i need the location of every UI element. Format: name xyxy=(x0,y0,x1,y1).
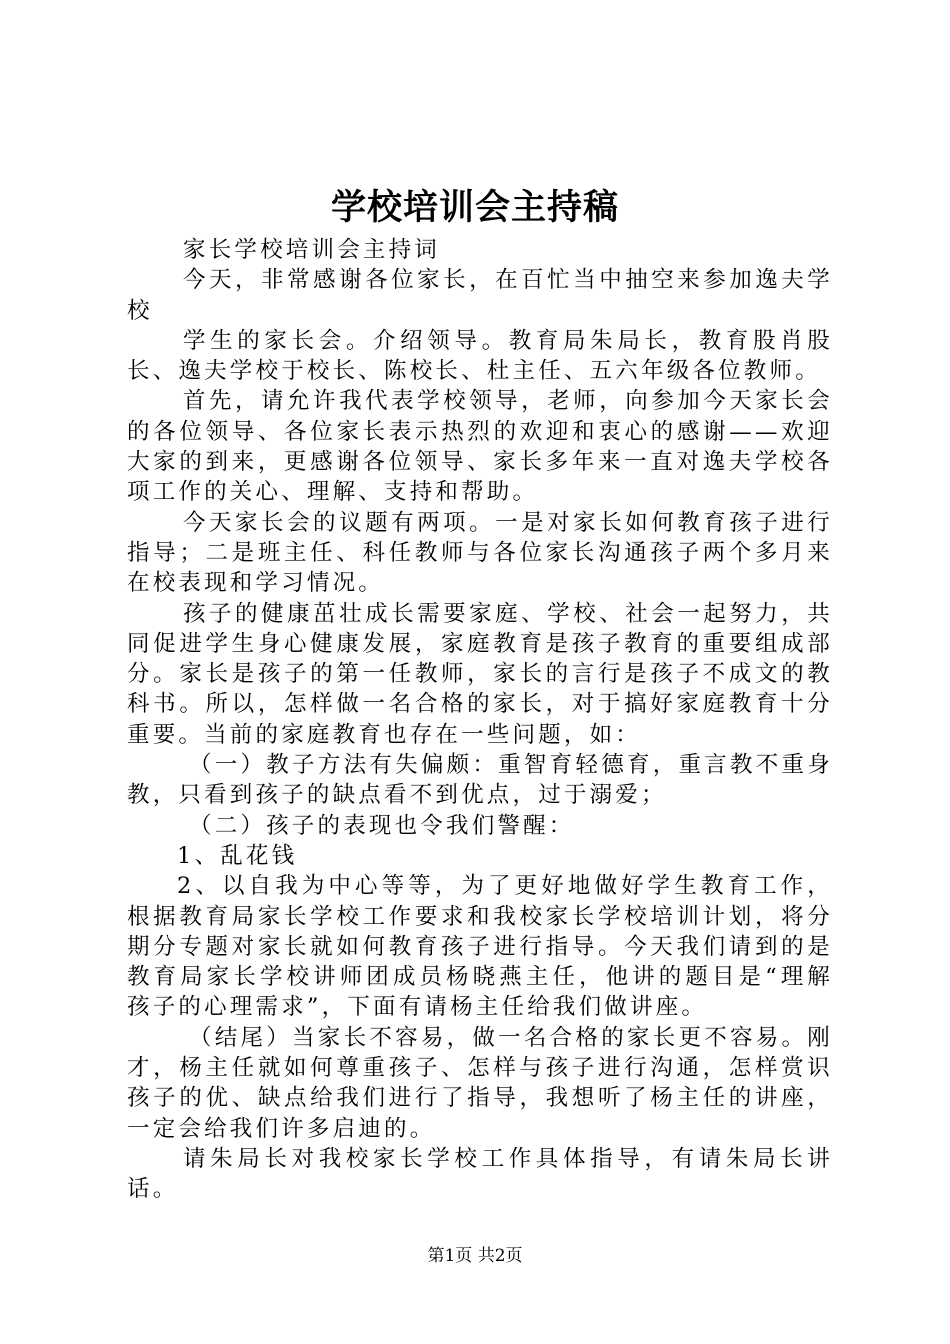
paragraph-4: 首先，请允许我代表学校领导，老师，向参加今天家长会的各位领导、各位家长表示热烈的欢迎和衷心的感谢——欢迎大家的到来，更感谢各位领导、家长多年来一直对逸夫学校各项工作的关心、理解、支持和帮助。 xyxy=(127,388,833,506)
document-body xyxy=(127,235,833,1205)
paragraph-3: 学生的家长会。介绍领导。教育局朱局长，教育股肖股长、逸夫学校于校长、陈校长、杜主任、五六年级各位教师。 xyxy=(127,327,833,385)
document-title: 学校培训会主持稿 xyxy=(330,187,619,228)
paragraph-12: 请朱局长对我校家长学校工作具体指导，有请朱局长讲话。 xyxy=(127,1145,833,1203)
page-footer: 第1页 共2页 xyxy=(427,1246,523,1266)
paragraph-10: 2、以自我为中心等等，为了更好地做好学生教育工作，根据教育局家长学校工作要求和我校家长学校培训计划，将分期分专题对家长就如何教育孩子进行指导。今天我们请到的是教育局家长学校讲师团成员杨晓燕主任，他讲的题目是“理解孩子的心理需求”，下面有请杨主任给我们做讲座。 xyxy=(127,873,833,1021)
paragraph-11: （结尾）当家长不容易，做一名合格的家长更不容易。刚才，杨主任就如何尊重孩子、怎样与孩子进行沟通，怎样赏识孩子的优、缺点给我们进行了指导，我想听了杨主任的讲座，一定会给我们许多启迪的。 xyxy=(127,1024,833,1142)
paragraph-8: （二）孩子的表现也令我们警醒： xyxy=(189,812,575,839)
paragraph-5: 今天家长会的议题有两项。一是对家长如何教育孩子进行指导；二是班主任、科任教师与各位家长沟通孩子两个多月来在校表现和学习情况。 xyxy=(127,509,833,597)
paragraph-1: 家长学校培训会主持词 xyxy=(183,237,441,263)
paragraph-2: 今天，非常感谢各位家长，在百忙当中抽空来参加逸夫学校 xyxy=(127,267,833,324)
paragraph-7: （一）教子方法有失偏颇：重智育轻德育，重言教不重身教，只看到孩子的缺点看不到优点，过于溺爱； xyxy=(127,752,833,809)
paragraph-9: 1、乱花钱 xyxy=(177,842,298,869)
paragraph-6: 孩子的健康茁壮成长需要家庭、学校、社会一起努力，共同促进学生身心健康发展，家庭教育是孩子教育的重要组成部分。家长是孩子的第一任教师，家长的言行是孩子不成文的教科书。所以，怎样做一名合格的家长，对于搞好家庭教育十分重要。当前的家庭教育也存在一些问题，如： xyxy=(127,600,833,748)
